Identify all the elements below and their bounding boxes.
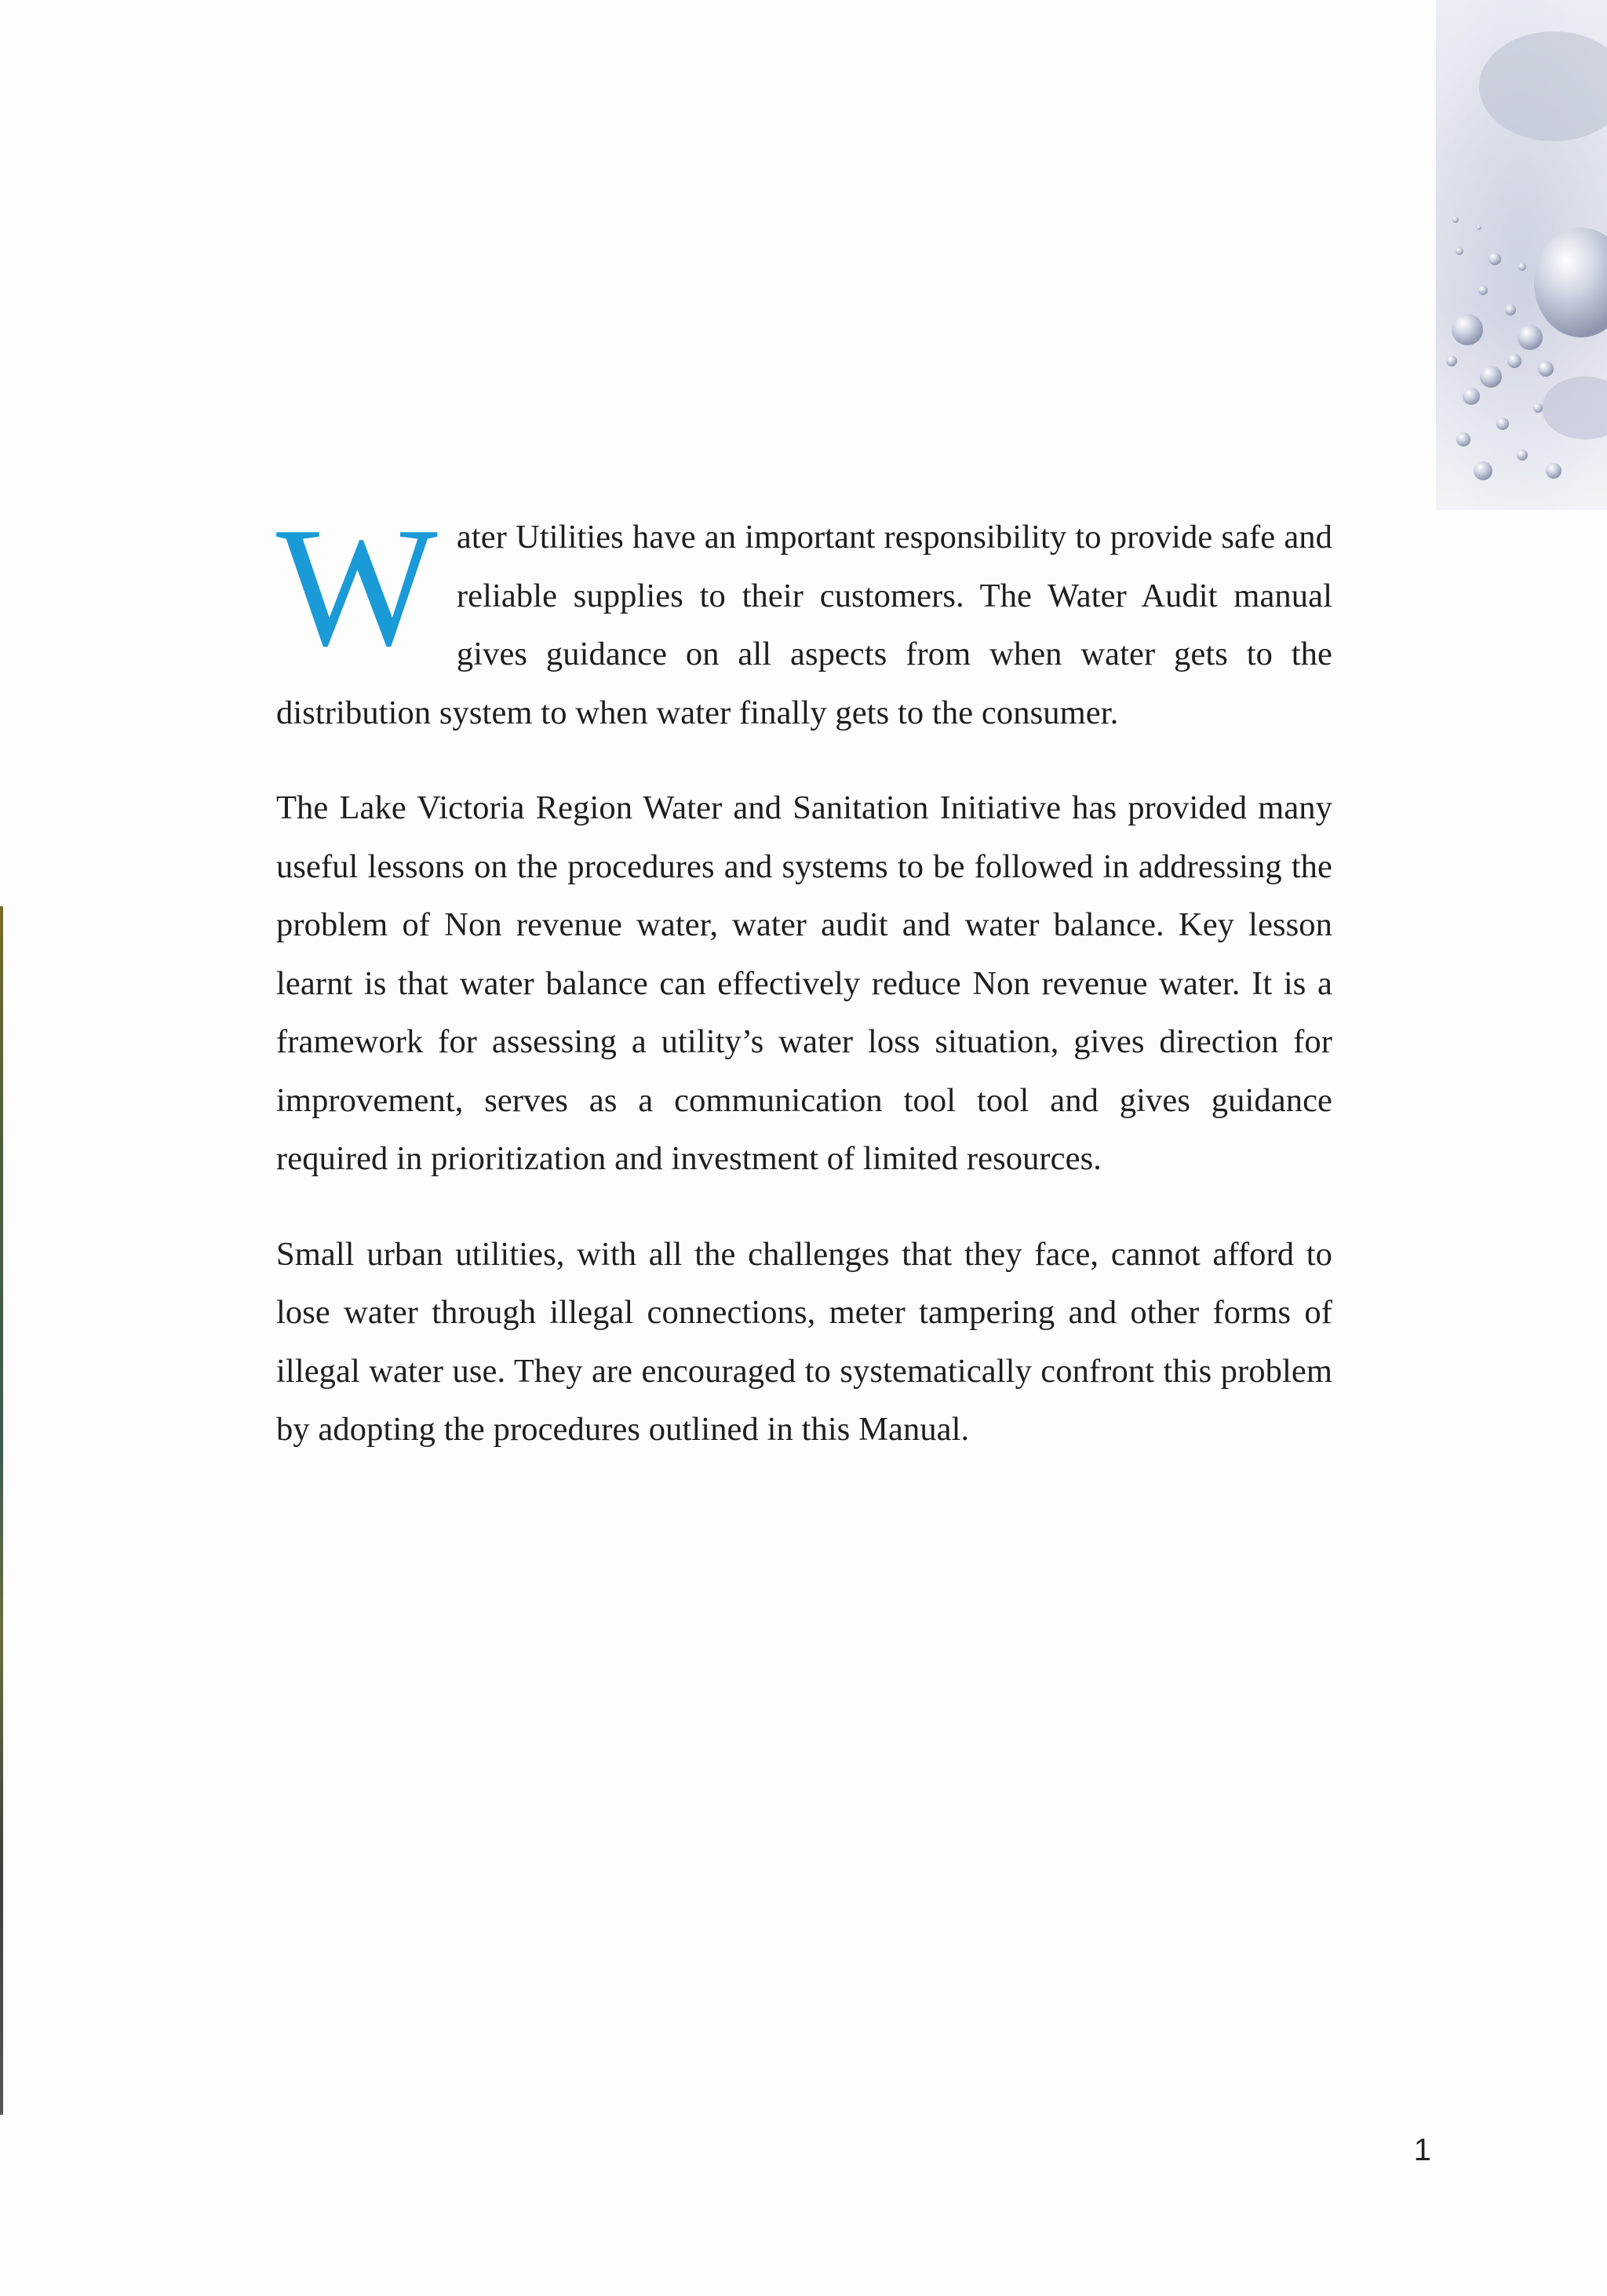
paragraph-1-text: ater Utilities have an important responsibility to provide safe and reliable supplies to their customers. The Water Audit manual gives guidance on all aspects from when water gets to the distribution system to when water finally gets to the consumer. [276,519,1332,731]
drop-cap: W [276,493,438,682]
water-droplets-image [1436,0,1607,510]
body-text [276,493,1332,1496]
paragraph-2: The Lake Victoria Region Water and Sanitation Initiative has provided many useful lessons on the procedures and systems to be followed in addressing the problem of Non revenue water, water audit and water balance. Key lesson learnt is that water balance can effectively reduce Non revenue water. It is a framework for assessing a utility’s water loss situation, gives direction for improvement, serves as a communication tool tool and gives guidance required in prioritization and investment of limited resources. [276,789,1332,1177]
page-number: 1 [1413,2133,1431,2167]
binding-edge-strip [0,906,3,2115]
paragraph-1 [276,493,1332,742]
paragraph-3: Small urban utilities, with all the challenges that they face, cannot afford to lose water through illegal connections, meter tampering and other forms of illegal water use. They are encouraged to systematically confront this problem by adopting the procedures outlined in this Manual. [276,1235,1332,1448]
